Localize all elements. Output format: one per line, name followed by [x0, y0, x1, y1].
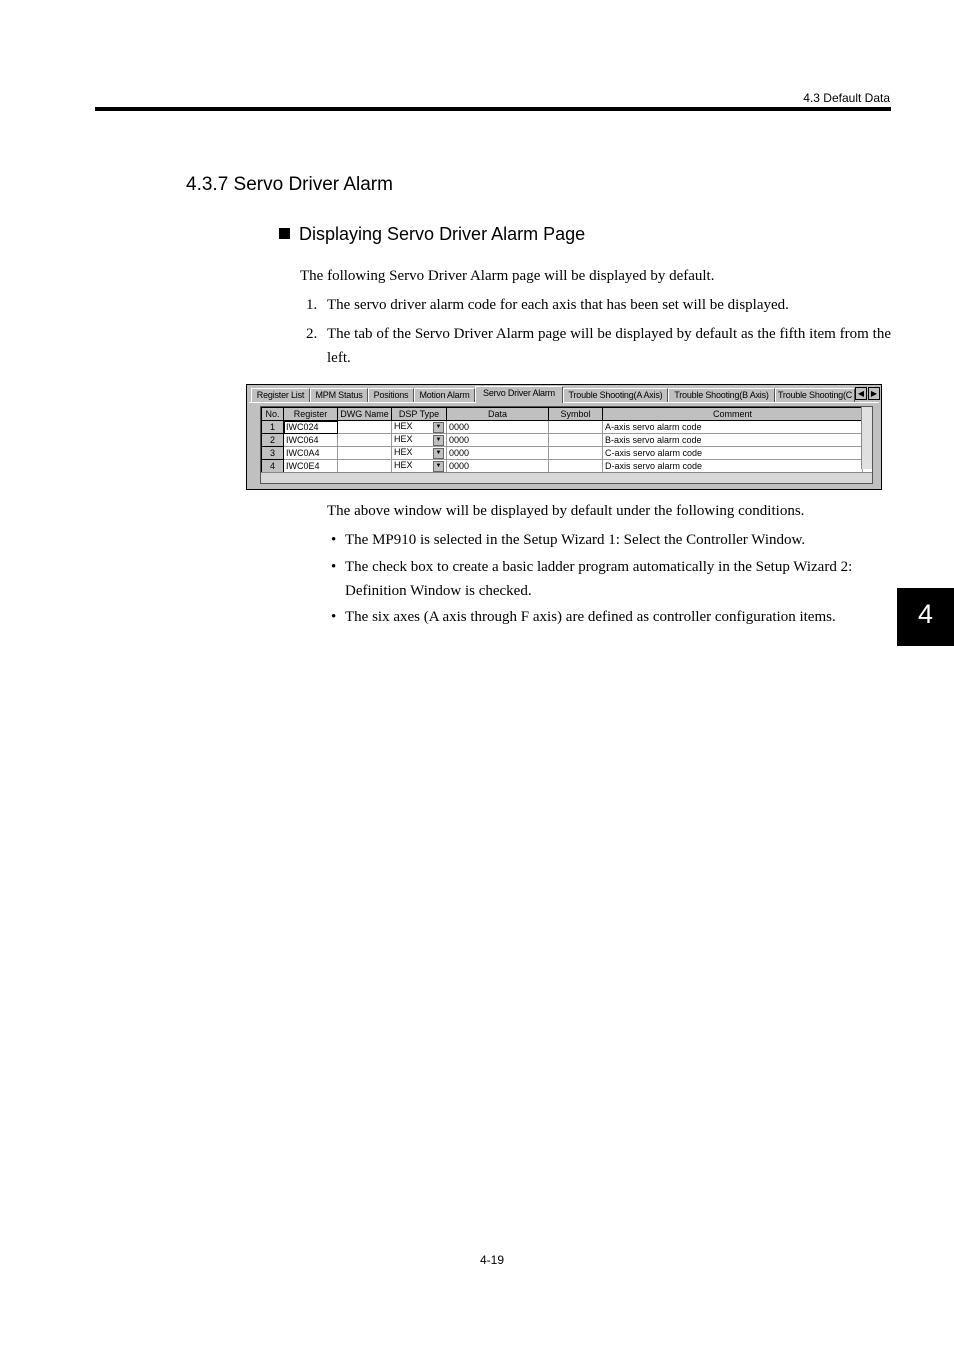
dsp-type-cell[interactable] [392, 421, 447, 434]
data-cell[interactable]: 0000 [447, 421, 549, 434]
dsp-type-value: HEX [394, 447, 413, 457]
table-header-row [262, 408, 863, 421]
horizontal-scrollbar[interactable] [261, 472, 872, 483]
dwg-name-cell[interactable] [338, 460, 392, 473]
data-cell[interactable]: 0000 [447, 447, 549, 460]
list-text: The tab of the Servo Driver Alarm page will be displayed by default as the fifth item from the left. [327, 326, 891, 366]
subsection-title: Displaying Servo Driver Alarm Page [299, 224, 586, 244]
column-header-symbol[interactable]: Symbol [549, 408, 603, 421]
symbol-cell[interactable] [549, 434, 603, 447]
register-grid [260, 406, 873, 484]
dropdown-arrow-icon[interactable]: ▼ [433, 448, 444, 459]
comment-cell[interactable]: D-axis servo alarm code [603, 460, 863, 473]
dsp-type-cell[interactable] [392, 460, 447, 473]
list-item [331, 555, 891, 603]
register-cell[interactable]: IWC064 [284, 434, 338, 447]
row-number[interactable]: 3 [262, 447, 284, 460]
data-cell[interactable]: 0000 [447, 434, 549, 447]
servo-driver-alarm-window [246, 384, 882, 490]
symbol-cell[interactable] [549, 447, 603, 460]
list-number: 2. [306, 326, 318, 342]
table-row[interactable] [262, 434, 863, 447]
intro-paragraph: The following Servo Driver Alarm page will be displayed by default. [300, 268, 715, 284]
dsp-type-cell[interactable] [392, 434, 447, 447]
dsp-type-value: HEX [394, 434, 413, 444]
table-row[interactable] [262, 421, 863, 434]
list-item [306, 293, 891, 317]
tab-register-list[interactable]: Register List [251, 388, 310, 402]
column-header-register[interactable]: Register [284, 408, 338, 421]
dropdown-arrow-icon[interactable]: ▼ [433, 435, 444, 446]
bullet-icon: • [331, 609, 337, 625]
comment-cell[interactable]: B-axis servo alarm code [603, 434, 863, 447]
symbol-cell[interactable] [549, 460, 603, 473]
header-rule [95, 107, 891, 111]
dropdown-arrow-icon[interactable]: ▼ [433, 461, 444, 472]
column-header-dwg-name[interactable]: DWG Name [338, 408, 392, 421]
vertical-scrollbar[interactable] [861, 407, 872, 469]
tab-scroll-left-icon[interactable]: ◀ [855, 387, 867, 400]
tab-scroll-right-icon[interactable]: ▶ [868, 387, 880, 400]
data-cell[interactable]: 0000 [447, 460, 549, 473]
table-row[interactable] [262, 460, 863, 473]
tab-trouble-shooting-b[interactable]: Trouble Shooting(B Axis) [668, 388, 775, 402]
bullet-text: The check box to create a basic ladder program automatically in the Setup Wizard 2: Definition Window is checked. [345, 559, 853, 599]
list-item [306, 322, 891, 370]
register-cell[interactable]: IWC0A4 [284, 447, 338, 460]
row-number[interactable]: 2 [262, 434, 284, 447]
bullet-text: The six axes (A axis through F axis) are defined as controller configuration items. [345, 609, 836, 625]
dsp-type-value: HEX [394, 421, 413, 431]
square-bullet-icon [279, 228, 290, 239]
table-row[interactable] [262, 447, 863, 460]
row-number[interactable]: 4 [262, 460, 284, 473]
list-text: The servo driver alarm code for each axis that has been set will be displayed. [327, 297, 789, 313]
section-title: 4.3.7 Servo Driver Alarm [186, 174, 393, 195]
list-item [331, 528, 891, 552]
tab-motion-alarm[interactable]: Motion Alarm [414, 388, 475, 402]
list-item [331, 605, 891, 629]
tab-trouble-shooting-a[interactable]: Trouble Shooting(A Axis) [563, 388, 668, 402]
running-header: 4.3 Default Data [803, 91, 890, 105]
dsp-type-value: HEX [394, 460, 413, 470]
tab-trouble-shooting-c[interactable]: Trouble Shooting(C [775, 388, 855, 402]
subsection-heading [279, 224, 585, 245]
dwg-name-cell[interactable] [338, 434, 392, 447]
register-cell[interactable]: IWC0E4 [284, 460, 338, 473]
conditions-paragraph: The above window will be displayed by default under the following conditions. [327, 503, 805, 519]
dsp-type-cell[interactable] [392, 447, 447, 460]
register-cell[interactable]: IWC024 [284, 421, 338, 434]
tab-servo-driver-alarm[interactable]: Servo Driver Alarm [475, 386, 563, 403]
column-header-comment[interactable]: Comment [603, 408, 863, 421]
list-number: 1. [306, 297, 318, 313]
column-header-data[interactable]: Data [447, 408, 549, 421]
bullet-icon: • [331, 532, 337, 548]
dwg-name-cell[interactable] [338, 447, 392, 460]
symbol-cell[interactable] [549, 421, 603, 434]
comment-cell[interactable]: C-axis servo alarm code [603, 447, 863, 460]
chapter-tab: 4 [897, 588, 954, 646]
column-header-dsp-type[interactable]: DSP Type [392, 408, 447, 421]
page-number: 4-19 [480, 1253, 505, 1267]
dropdown-arrow-icon[interactable]: ▼ [433, 422, 444, 433]
register-table [261, 407, 863, 473]
bullet-icon: • [331, 559, 337, 575]
bullet-text: The MP910 is selected in the Setup Wizard 1: Select the Controller Window. [345, 532, 806, 548]
column-header-no[interactable]: No. [262, 408, 284, 421]
tab-positions[interactable]: Positions [368, 388, 414, 402]
tab-mpm-status[interactable]: MPM Status [310, 388, 368, 402]
row-number[interactable]: 1 [262, 421, 284, 434]
tab-strip [249, 386, 879, 403]
comment-cell[interactable]: A-axis servo alarm code [603, 421, 863, 434]
dwg-name-cell[interactable] [338, 421, 392, 434]
